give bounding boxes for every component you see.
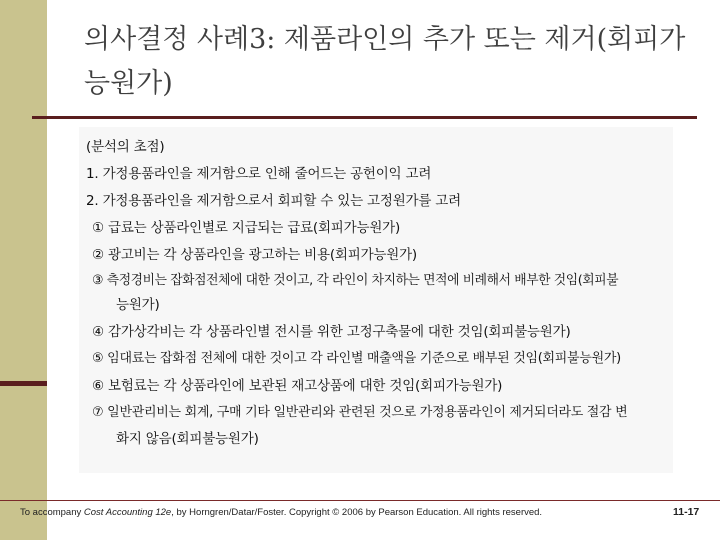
title-divider [32, 116, 697, 119]
content-line-7: ⑤ 임대료는 잡화점 전체에 대한 것이고 각 라인별 매출액을 기준으로 배부된 것임(회피불능원가) [92, 351, 621, 366]
content-line-5: ③ 측정경비는 잡화점전체에 대한 것이고, 각 라인이 차지하는 면적에 비례해서 배부한 것임(회피불 [92, 273, 619, 288]
content-line-6: ④ 감가상각비는 각 상품라인별 전시를 위한 고정구축물에 대한 것임(회피불능원가) [92, 324, 571, 340]
credit-prefix: To accompany [20, 507, 84, 518]
content-panel [79, 127, 673, 473]
left-bar-accent [0, 381, 47, 386]
content-line-9: ⑦ 일반관리비는 회계, 구매 기타 일반관리와 관련된 것으로 가정용품라인이 제거되더라도 절감 변 [92, 405, 628, 420]
book-title: Cost Accounting 12e [83, 507, 172, 518]
credit-suffix: , by Horngren/Datar/Foster. Copyright © 2006 by Pearson Education. All rights reserved. [171, 507, 543, 518]
slide-title: 의사결정 사례3: 제품라인의 추가 또는 제거(회피가능원가) [84, 24, 686, 99]
content-line-4: ② 광고비는 각 상품라인을 광고하는 비용(회피가능원가) [92, 247, 417, 263]
content-line-3: ① 급료는 상품라인별로 지급되는 급료(회피가능원가) [92, 220, 401, 236]
page-number: 11-17 [673, 506, 700, 518]
content-line-1: 1. 가정용품라인을 제거함으로 인해 줄어드는 공헌이익 고려 [86, 166, 432, 182]
content-line-5-continued: 능원가) [116, 297, 160, 313]
content-heading: (분석의 초점) [86, 139, 165, 155]
footer-divider [0, 500, 720, 501]
content-line-9-continued: 화지 않음(회피불능원가) [116, 431, 259, 447]
decorative-left-bar [0, 0, 47, 540]
content-line-2: 2. 가정용품라인을 제거함으로서 회피할 수 있는 고정원가를 고려 [86, 193, 461, 209]
content-line-8: ⑥ 보험료는 각 상품라인에 보관된 재고상품에 대한 것임(회피가능원가) [92, 378, 503, 394]
footer-credit [20, 507, 542, 518]
